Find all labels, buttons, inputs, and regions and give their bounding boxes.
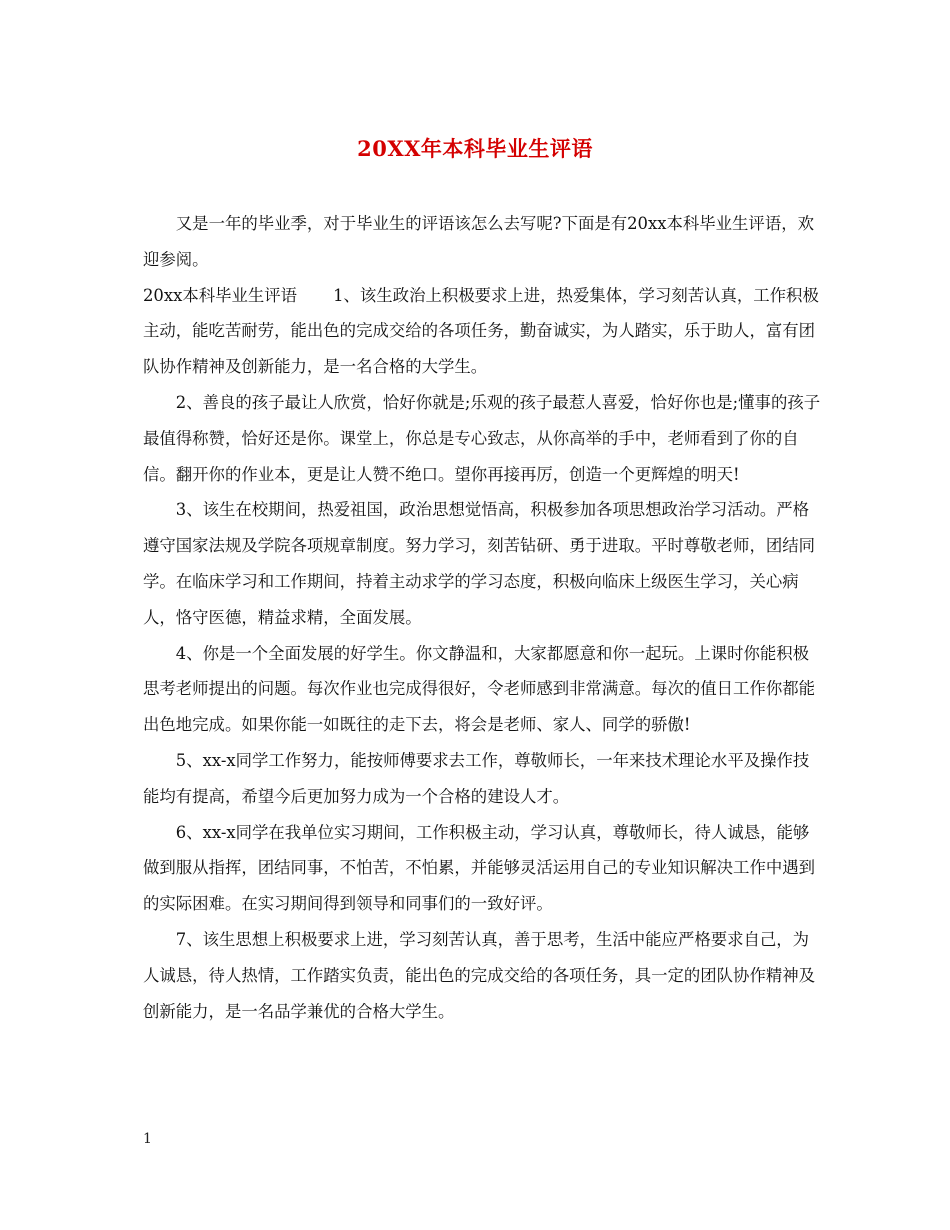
document-body [143, 206, 823, 1029]
comment-1-text: 1、该生政治上积极要求上进，热爱集体，学习刻苦认真，工作积极主动，能吃苦耐劳，能出色的完成交给的各项任务，勤奋诚实，为人踏实，乐于助人，富有团队协作精神及创新能力，是一名合格的大学生。 [143, 285, 819, 377]
comment-paragraph-4: 4、你是一个全面发展的好学生。你文静温和，大家都愿意和你一起玩。上课时你能积极思考老师提出的问题。每次作业也完成得很好，令老师感到非常满意。每次的值日工作你都能出色地完成。如果你能一如既往的走下去，将会是老师、家人、同学的骄傲! [143, 643, 816, 735]
page-number: 1 [143, 1131, 152, 1147]
comment-paragraph-2: 2、善良的孩子最让人欣赏，恰好你就是;乐观的孩子最惹人喜爱，恰好你也是;懂事的孩子最值得称赞，恰好还是你。课堂上，你总是专心致志，从你高举的手中，老师看到了你的自信。翻开你的作业本，更是让人赞不绝口。望你再接再厉，创造一个更辉煌的明天! [143, 392, 821, 484]
comment-paragraph-3: 3、该生在校期间，热爱祖国，政治思想觉悟高，积极参加各项思想政治学习活动。严格遵守国家法规及学院各项规章制度。努力学习，刻苦钻研、勇于进取。平时尊敬老师，团结同学。在临床学习和工作期间，持着主动求学的学习态度，积极向临床上级医生学习，关心病人，恪守医德，精益求精，全面发展。 [143, 500, 816, 627]
comment-paragraph-6: 6、xx-x同学在我单位实习期间，工作积极主动，学习认真，尊敬师长，待人诚恳，能够做到服从指挥，团结同事，不怕苦，不怕累，并能够灵活运用自己的专业知识解决工作中遇到的实际困难。在实习期间得到领导和同事们的一致好评。 [143, 822, 816, 914]
intro-paragraph: 又是一年的毕业季，对于毕业生的评语该怎么去写呢?下面是有20xx本科毕业生评语，欢迎参阅。 [143, 214, 814, 269]
comment-paragraph-1 [143, 278, 823, 385]
comment-paragraph-7: 7、该生思想上积极要求上进，学习刻苦认真，善于思考，生活中能应严格要求自己，为人诚恳，待人热情，工作踏实负责，能出色的完成交给的各项任务，具一定的团队协作精神及创新能力，是一名品学兼优的合格大学生。 [143, 929, 816, 1021]
section-label: 20xx本科毕业生评语 [143, 285, 298, 305]
comment-paragraph-5: 5、xx-x同学工作努力，能按师傅要求去工作，尊敬师长，一年来技术理论水平及操作技能均有提高，希望今后更加努力成为一个合格的建设人才。 [143, 750, 810, 806]
document-title: 20XX年本科毕业生评语 [357, 136, 593, 161]
